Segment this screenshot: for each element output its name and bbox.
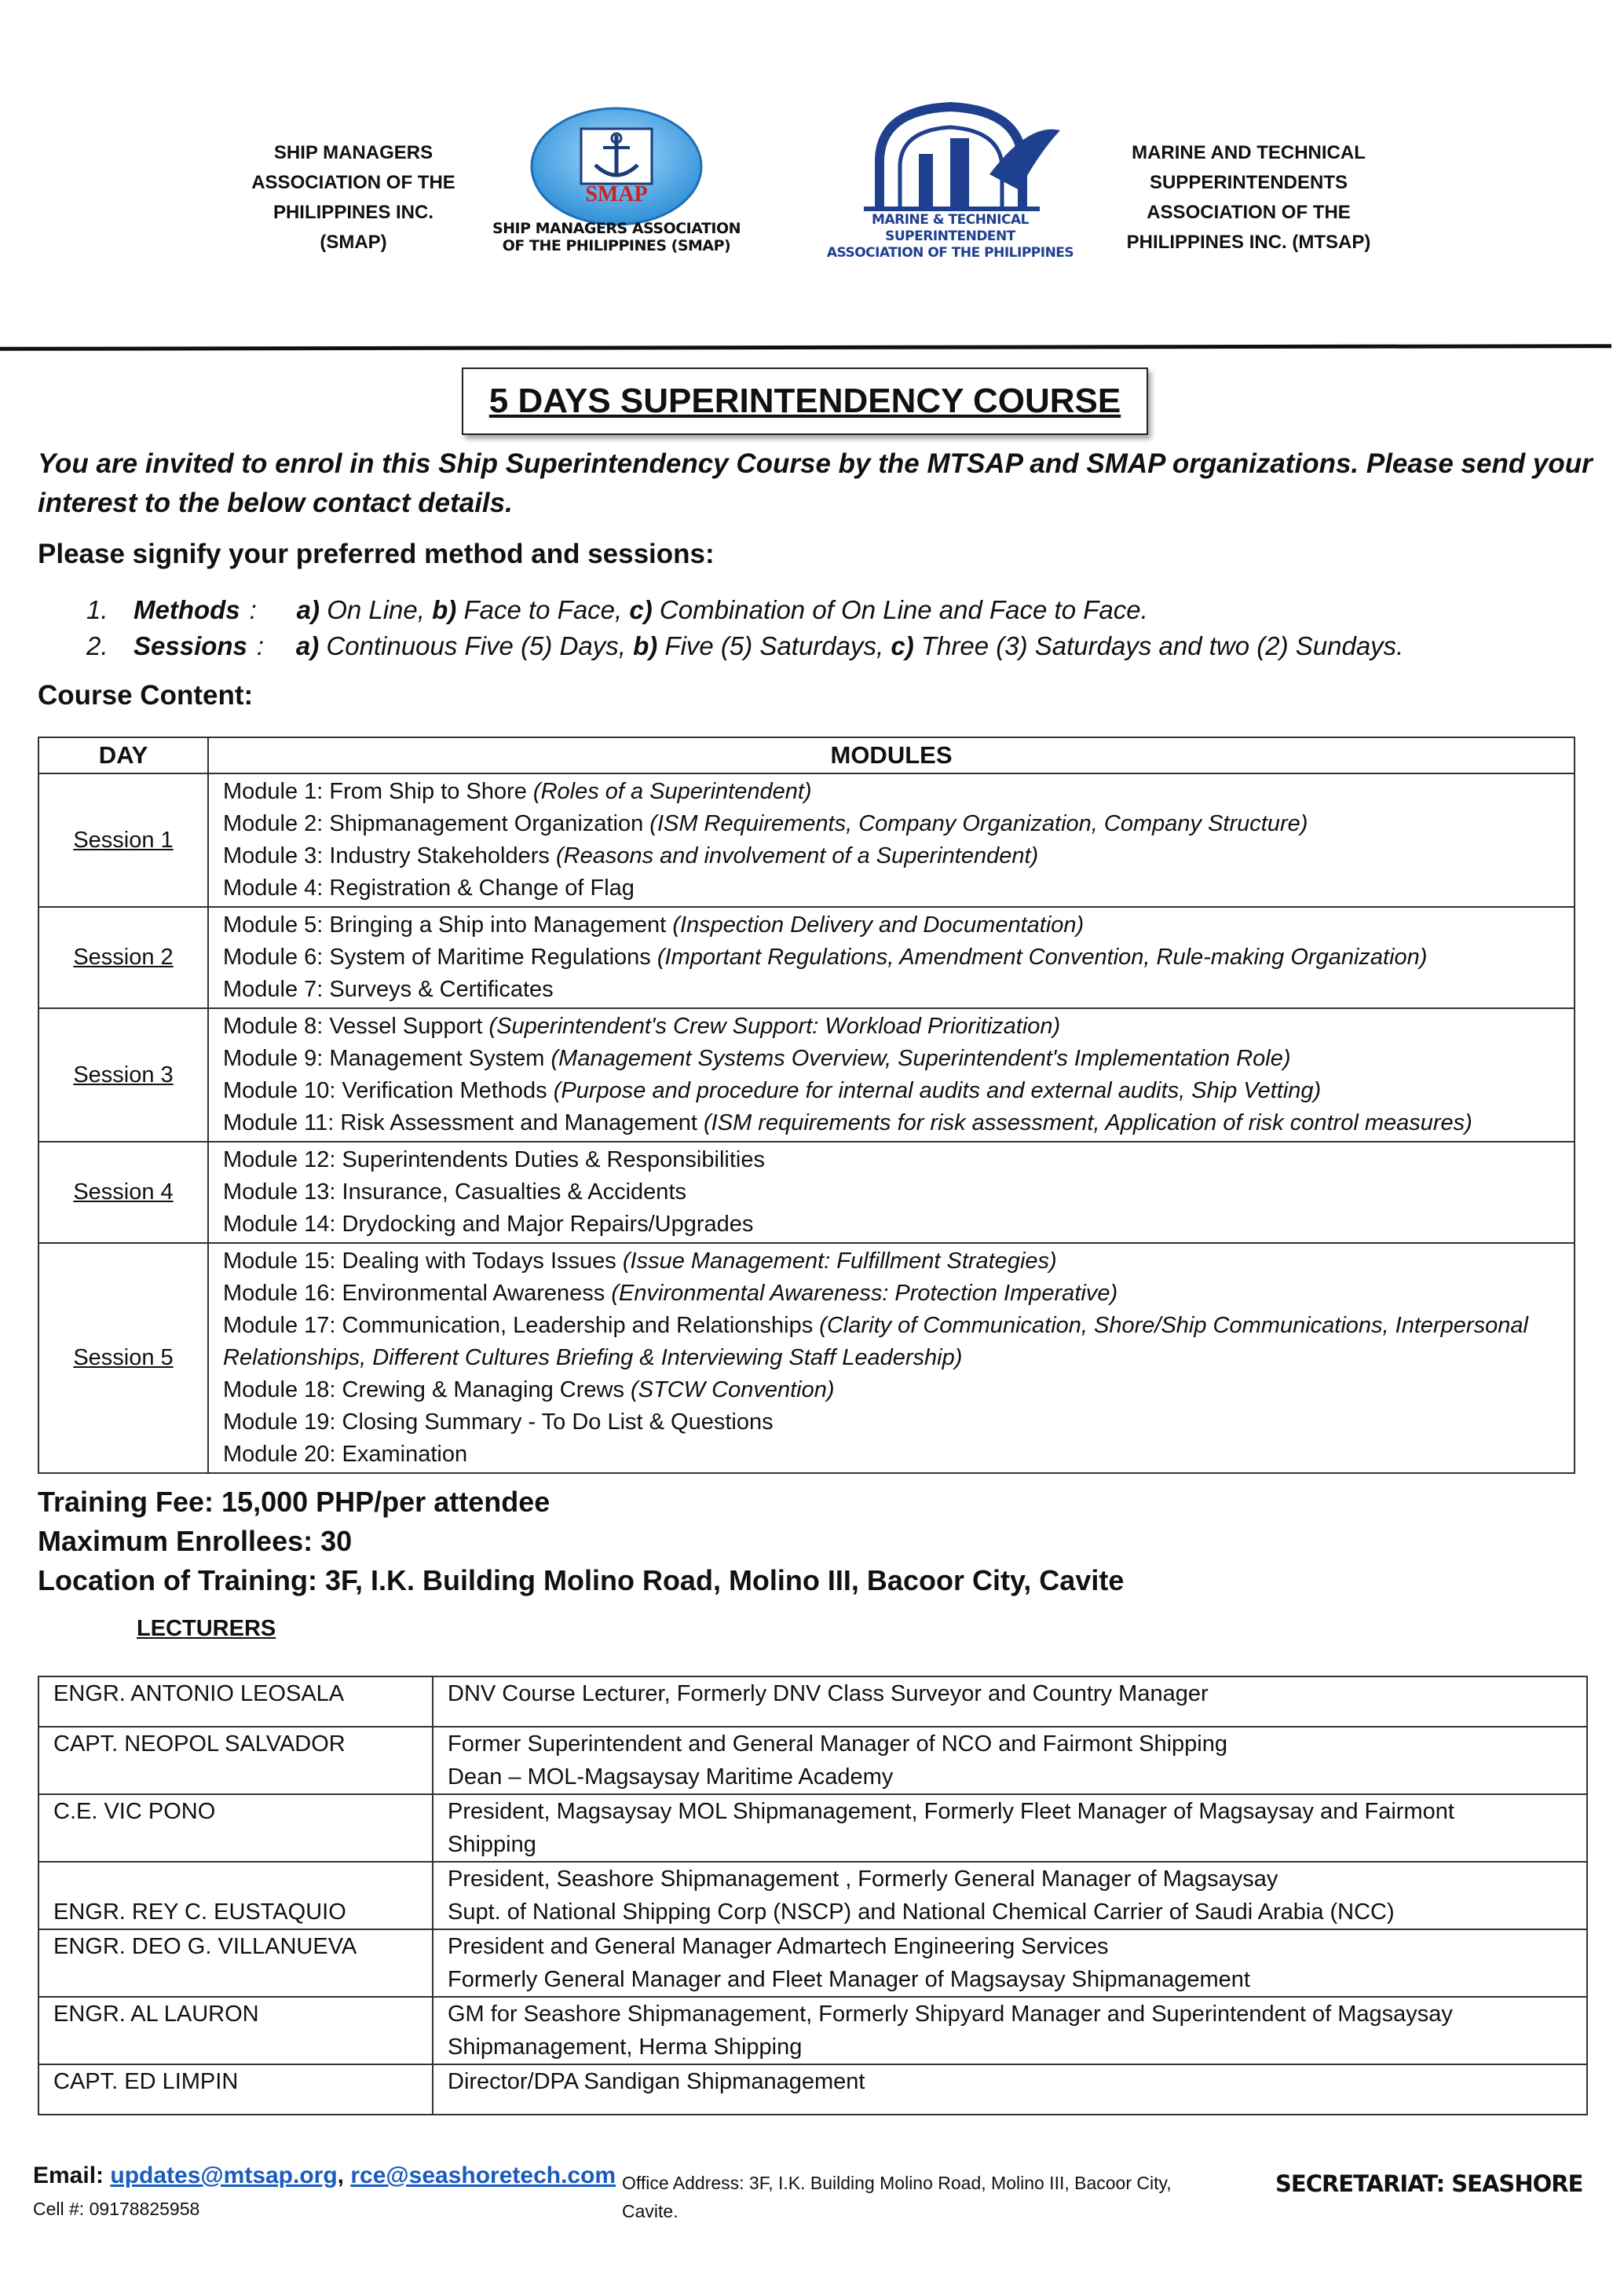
session-1-modules (208, 773, 1575, 907)
list-item: Module 4: Registration & Change of Flag (223, 876, 635, 901)
list-item: Module 12: Superintendents Duties & Responsibilities (223, 1147, 765, 1172)
session-3-modules (208, 1008, 1575, 1142)
modules-table (38, 737, 1575, 1474)
email-link-seashore[interactable]: rce@seashoretech.com (350, 2163, 616, 2188)
lecturer-name: ENGR. AL LAURON (38, 1997, 433, 2064)
lecturer-name: CAPT. ED LIMPIN (38, 2064, 433, 2115)
lecturer-name: CAPT. NEOPOL SALVADOR (38, 1727, 433, 1794)
table-row (38, 1794, 1587, 1862)
list-item: Module 7: Surveys & Certificates (223, 977, 554, 1002)
list-item: Module 16: Environmental Awareness (Environmental Awareness: Protection Imperative) (223, 1281, 1118, 1306)
session-4-modules (208, 1142, 1575, 1243)
list-item: Module 17: Communication, Leadership and Relationships (Clarity of Communication, Shore/Ship Communications, Interpersonal Relationships, Different Cultures Briefing & Interviewing Staff Leadership) (223, 1313, 1528, 1370)
session-2-cell: Session 2 (38, 907, 208, 1008)
list-item: Module 20: Examination (223, 1442, 468, 1467)
list-item: Module 18: Crewing & Managing Crews (STCW Convention) (223, 1377, 835, 1402)
intro-text: You are invited to enrol in this Ship Superintendency Course by the MTSAP and SMAP organizations. Please send your interest to the below contact details. (38, 448, 1593, 518)
lecturer-name: ENGR. REY C. EUSTAQUIO (38, 1862, 433, 1929)
max-enrollees: Maximum Enrollees: 30 (38, 1525, 353, 1557)
list-item: Module 9: Management System (Management Systems Overview, Superintendent's Implementation Role) (223, 1046, 1291, 1071)
table-header-row (38, 737, 1575, 773)
table-row (38, 773, 1575, 907)
office-address: Office Address: 3F, I.K. Building Molino Road, Molino III, Bacoor City, Cavite. (622, 2173, 1172, 2221)
course-content-label: Course Content: (38, 680, 254, 711)
table-row (38, 1142, 1575, 1243)
list-item: Module 15: Dealing with Todays Issues (Issue Management: Fulfillment Strategies) (223, 1249, 1057, 1274)
lecturer-description: DNV Course Lecturer, Formerly DNV Class Surveyor and Country Manager (433, 1676, 1587, 1727)
training-fee: Training Fee: 15,000 PHP/per attendee (38, 1486, 550, 1518)
session-5-modules (208, 1243, 1575, 1473)
contact-emails: Email: updates@mtsap.org, rce@seashoretech.com (33, 2163, 616, 2188)
list-item: Module 19: Closing Summary - To Do List & Questions (223, 1409, 774, 1435)
svg-text:SMAP: SMAP (585, 182, 648, 207)
lecturer-description: President and General Manager Admartech Engineering Services Formerly General Manager and Fleet Manager of Magsaysay Shipmanagement (433, 1929, 1587, 1997)
page-title: 5 DAYS SUPERINTENDENCY COURSE (462, 367, 1148, 435)
session-1-cell: Session 1 (38, 773, 208, 907)
smap-logo-caption: SHIP MANAGERS ASSOCIATION OF THE PHILIPPINES (SMAP) (492, 220, 741, 254)
list-item: Module 8: Vessel Support (Superintendent's Crew Support: Workload Prioritization) (223, 1014, 1061, 1039)
lecturer-description: President, Seashore Shipmanagement , Formerly General Manager of Magsaysay Supt. of National Shipping Corp (NSCP) and National Chemical Carrier of Saudi Arabia (NCC) (433, 1862, 1587, 1929)
mtsap-logo (832, 99, 1076, 217)
table-row (38, 1929, 1587, 1997)
table-row (38, 1997, 1587, 2064)
lecturers-heading: LECTURERS (137, 1616, 276, 1641)
list-item: Module 13: Insurance, Casualties & Accidents (223, 1179, 686, 1205)
smap-org-name: SHIP MANAGERS ASSOCIATION OF THE PHILIPPINES INC. (SMAP) (251, 142, 455, 253)
table-row (38, 907, 1575, 1008)
lecturers-table (38, 1676, 1588, 2115)
list-item: Module 11: Risk Assessment and Management (ISM requirements for risk assessment, Application of risk control measures) (223, 1110, 1472, 1135)
list-item: Module 10: Verification Methods (Purpose and procedure for internal audits and external audits, Ship Vetting) (223, 1078, 1322, 1103)
lecturer-description: Former Superintendent and General Manager of NCO and Fairmont Shipping Dean – MOL-Magsaysay Maritime Academy (433, 1727, 1587, 1794)
table-row (38, 1862, 1587, 1929)
table-row (38, 2064, 1587, 2115)
lecturer-description: Director/DPA Sandigan Shipmanagement (433, 2064, 1587, 2115)
training-location: Location of Training: 3F, I.K. Building Molino Road, Molino III, Bacoor City, Cavite (38, 1564, 1125, 1596)
ship-dome-emblem-icon (832, 99, 1076, 217)
list-item: Module 6: System of Maritime Regulations (Important Regulations, Amendment Convention, Rule-making Organization) (223, 945, 1428, 970)
list-item: Module 14: Drydocking and Major Repairs/Upgrades (223, 1212, 754, 1237)
modules-column-header: MODULES (208, 737, 1575, 773)
list-item: Module 2: Shipmanagement Organization (ISM Requirements, Company Organization, Company Structure) (223, 811, 1308, 836)
lecturer-name: ENGR. DEO G. VILLANUEVA (38, 1929, 433, 1997)
day-column-header: DAY (38, 737, 208, 773)
table-row (38, 1676, 1587, 1727)
list-item: Module 5: Bringing a Ship into Management (Inspection Delivery and Documentation) (223, 912, 1084, 938)
secretariat: SECRETARIAT: SEASHORE (1275, 2170, 1583, 2197)
table-row (38, 1727, 1587, 1794)
table-row (38, 1008, 1575, 1142)
table-row (38, 1243, 1575, 1473)
session-3-cell: Session 3 (38, 1008, 208, 1142)
lecturer-description: President, Magsaysay MOL Shipmanagement, Formerly Fleet Manager of Magsaysay and Fairmont Shipping (433, 1794, 1587, 1862)
list-item: Module 3: Industry Stakeholders (Reasons and involvement of a Superintendent) (223, 843, 1039, 868)
header-divider (0, 344, 1611, 351)
lecturer-name: C.E. VIC PONO (38, 1794, 433, 1862)
training-details (38, 1483, 1124, 1600)
session-2-modules (208, 907, 1575, 1008)
list-item: Module 1: From Ship to Shore (Roles of a Superintendent) (223, 779, 812, 804)
cell-number: Cell #: 09178825958 (33, 2199, 200, 2219)
session-4-cell: Session 4 (38, 1142, 208, 1243)
lecturer-name: ENGR. ANTONIO LEOSALA (38, 1676, 433, 1727)
lecturer-description: GM for Seashore Shipmanagement, Formerly Shipyard Manager and Superintendent of Magsaysay Shipmanagement, Herma Shipping (433, 1997, 1587, 2064)
signify-heading: Please signify your preferred method and sessions: (38, 539, 715, 569)
sessions-option: 2. Sessions : a) Continuous Five (5) Days, b) Five (5) Saturdays, c) Three (3) Saturdays and two (2) Sundays. (86, 631, 1404, 660)
mtsap-org-name: MARINE AND TECHNICAL SUPPERINTENDENTS ASSOCIATION OF THE PHILIPPINES INC. (MTSAP) (1126, 142, 1371, 253)
email-link-mtsap[interactable]: updates@mtsap.org (110, 2163, 338, 2188)
session-5-cell: Session 5 (38, 1243, 208, 1473)
methods-option: 1. Methods : a) On Line, b) Face to Face, c) Combination of On Line and Face to Face. (86, 595, 1148, 624)
mtsap-logo-caption: MARINE & TECHNICAL SUPERINTENDENT ASSOCIATION OF THE PHILIPPINES (826, 212, 1074, 261)
